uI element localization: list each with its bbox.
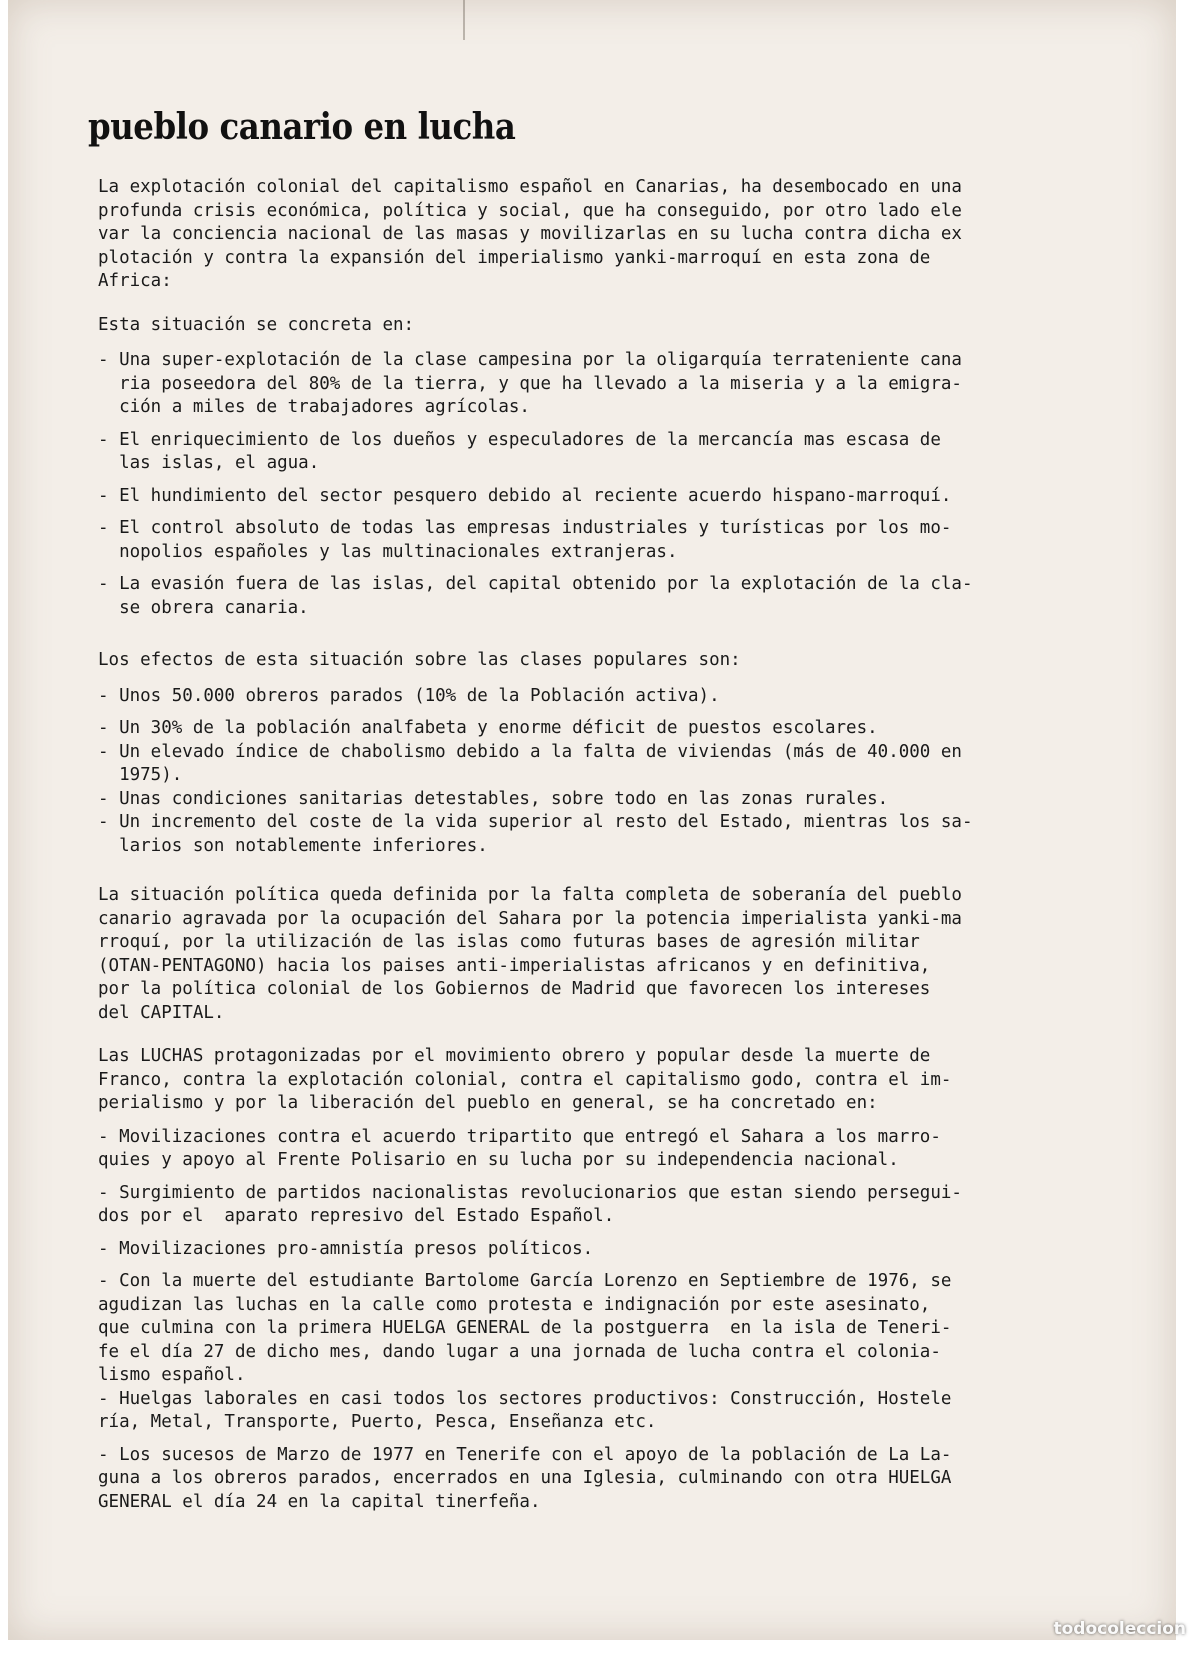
efectos-item: - Un elevado índice de chabolismo debido a la falta de viviendas (más de 40.000 en 1975). — [98, 741, 962, 785]
luchas-item: - Huelgas laborales en casi todos los sectores productivos: Construcción, Hostele ría, Metal, Transporte, Puerto, Pesca, Enseñanza etc. — [98, 1388, 952, 1432]
politica-paragraph: La situación política queda definida por la falta completa de soberanía del pueblo canario agravada por la ocupación del Sahara por la potencia imperialista yanki-ma rroquí, por la utilización de las islas como futuras bases de agresión militar (OTAN-PENTAGONO) hacia los paises anti-imperialistas africanos y en definitiva, por la política colonial de los Gobiernos de Madrid que favorecen los intereses del CAPITAL. — [98, 885, 962, 1023]
efectos-heading: Los efectos de esta situación sobre las clases populares son: — [98, 650, 741, 670]
efectos-item: - Unos 50.000 obreros parados (10% de la Población activa). — [98, 685, 720, 706]
watermark: todocoleccion — [1053, 1619, 1186, 1639]
luchas-item: - Movilizaciones contra el acuerdo tripartito que entregó el Sahara a los marro- quies y apoyo al Frente Polisario en su lucha por su independencia nacional. — [98, 1126, 941, 1170]
efectos-item: - Un 30% de la población analfabeta y enorme déficit de puestos escolares. — [98, 718, 878, 738]
efectos-item: - Unas condiciones sanitarias detestables, sobre todo en las zonas rurales. — [98, 788, 889, 809]
paper-sheet — [8, 0, 1176, 1640]
situacion-item: - La evasión fuera de las islas, del capital obtenido por la explotación de la cla- se obrera canaria. — [98, 574, 973, 618]
paper-fold-mark — [463, 0, 465, 40]
efectos-list — [98, 685, 1078, 859]
efectos-item: - Un incremento del coste de la vida superior al resto del Estado, mientras los sa- larios son notablemente inferiores. — [98, 812, 973, 856]
luchas-list — [98, 1126, 1078, 1515]
luchas-intro: Las LUCHAS protagonizadas por el movimiento obrero y popular desde la muerte de Franco, contra la explotación colonial, contra el capitalismo godo, contra el im- perialismo y por la liberación del pueblo en general, se ha concretado en: — [98, 1046, 952, 1113]
luchas-item: - Con la muerte del estudiante Bartolome García Lorenzo en Septiembre de 1976, se agudizan las luchas en la calle como protesta e indignación por este asesinato, que culmina con la primera HUELGA GENERAL de la postguerra en la isla de Teneri- fe el día 27 de dicho mes, dando lugar a una jornada de lucha contra el colonia- lismo español. — [98, 1271, 952, 1385]
luchas-item: - Surgimiento de partidos nacionalistas revolucionarios que estan siendo persegui- dos por el aparato represivo del Estado Español. — [98, 1182, 962, 1226]
document-body — [98, 176, 1078, 1523]
situacion-item: - El control absoluto de todas las empresas industriales y turísticas por los mo- nopolios españoles y las multinacionales extranjeras. — [98, 518, 952, 562]
luchas-item: - Los sucesos de Marzo de 1977 en Tenerife con el apoyo de la población de La La- guna a los obreros parados, encerrados en una Iglesia, culminando con otra HUELGA GENERAL el día 24 en la capital tinerfeña. — [98, 1444, 952, 1512]
situacion-heading: Esta situación se concreta en: — [98, 314, 415, 335]
situacion-item: - El hundimiento del sector pesquero debido al reciente acuerdo hispano-marroquí. — [98, 485, 952, 506]
luchas-item: - Movilizaciones pro-amnistía presos políticos. — [98, 1238, 594, 1259]
situacion-list — [98, 349, 1078, 620]
situacion-item: - Una super-explotación de la clase campesina por la oligarquía terrateniente cana ria poseedora del 80% de la tierra, y que ha llevado a la miseria y a la emigra- ción a miles de trabajadores agrícolas. — [98, 350, 962, 417]
intro-paragraph: La explotación colonial del capitalismo español en Canarias, ha desembocado en una profunda crisis económica, política y social, que ha conseguido, por otro lado ele var la conciencia nacional de las masas y movilizarlas en su lucha contra dicha ex plotación y contra la expansión del imperialismo yanki-marroquí en esta zona de Africa: — [98, 177, 962, 291]
document-title: pueblo canario en lucha — [88, 106, 516, 148]
situacion-item: - El enriquecimiento de los dueños y especuladores de la mercancía mas escasa de las islas, el agua. — [98, 429, 941, 473]
